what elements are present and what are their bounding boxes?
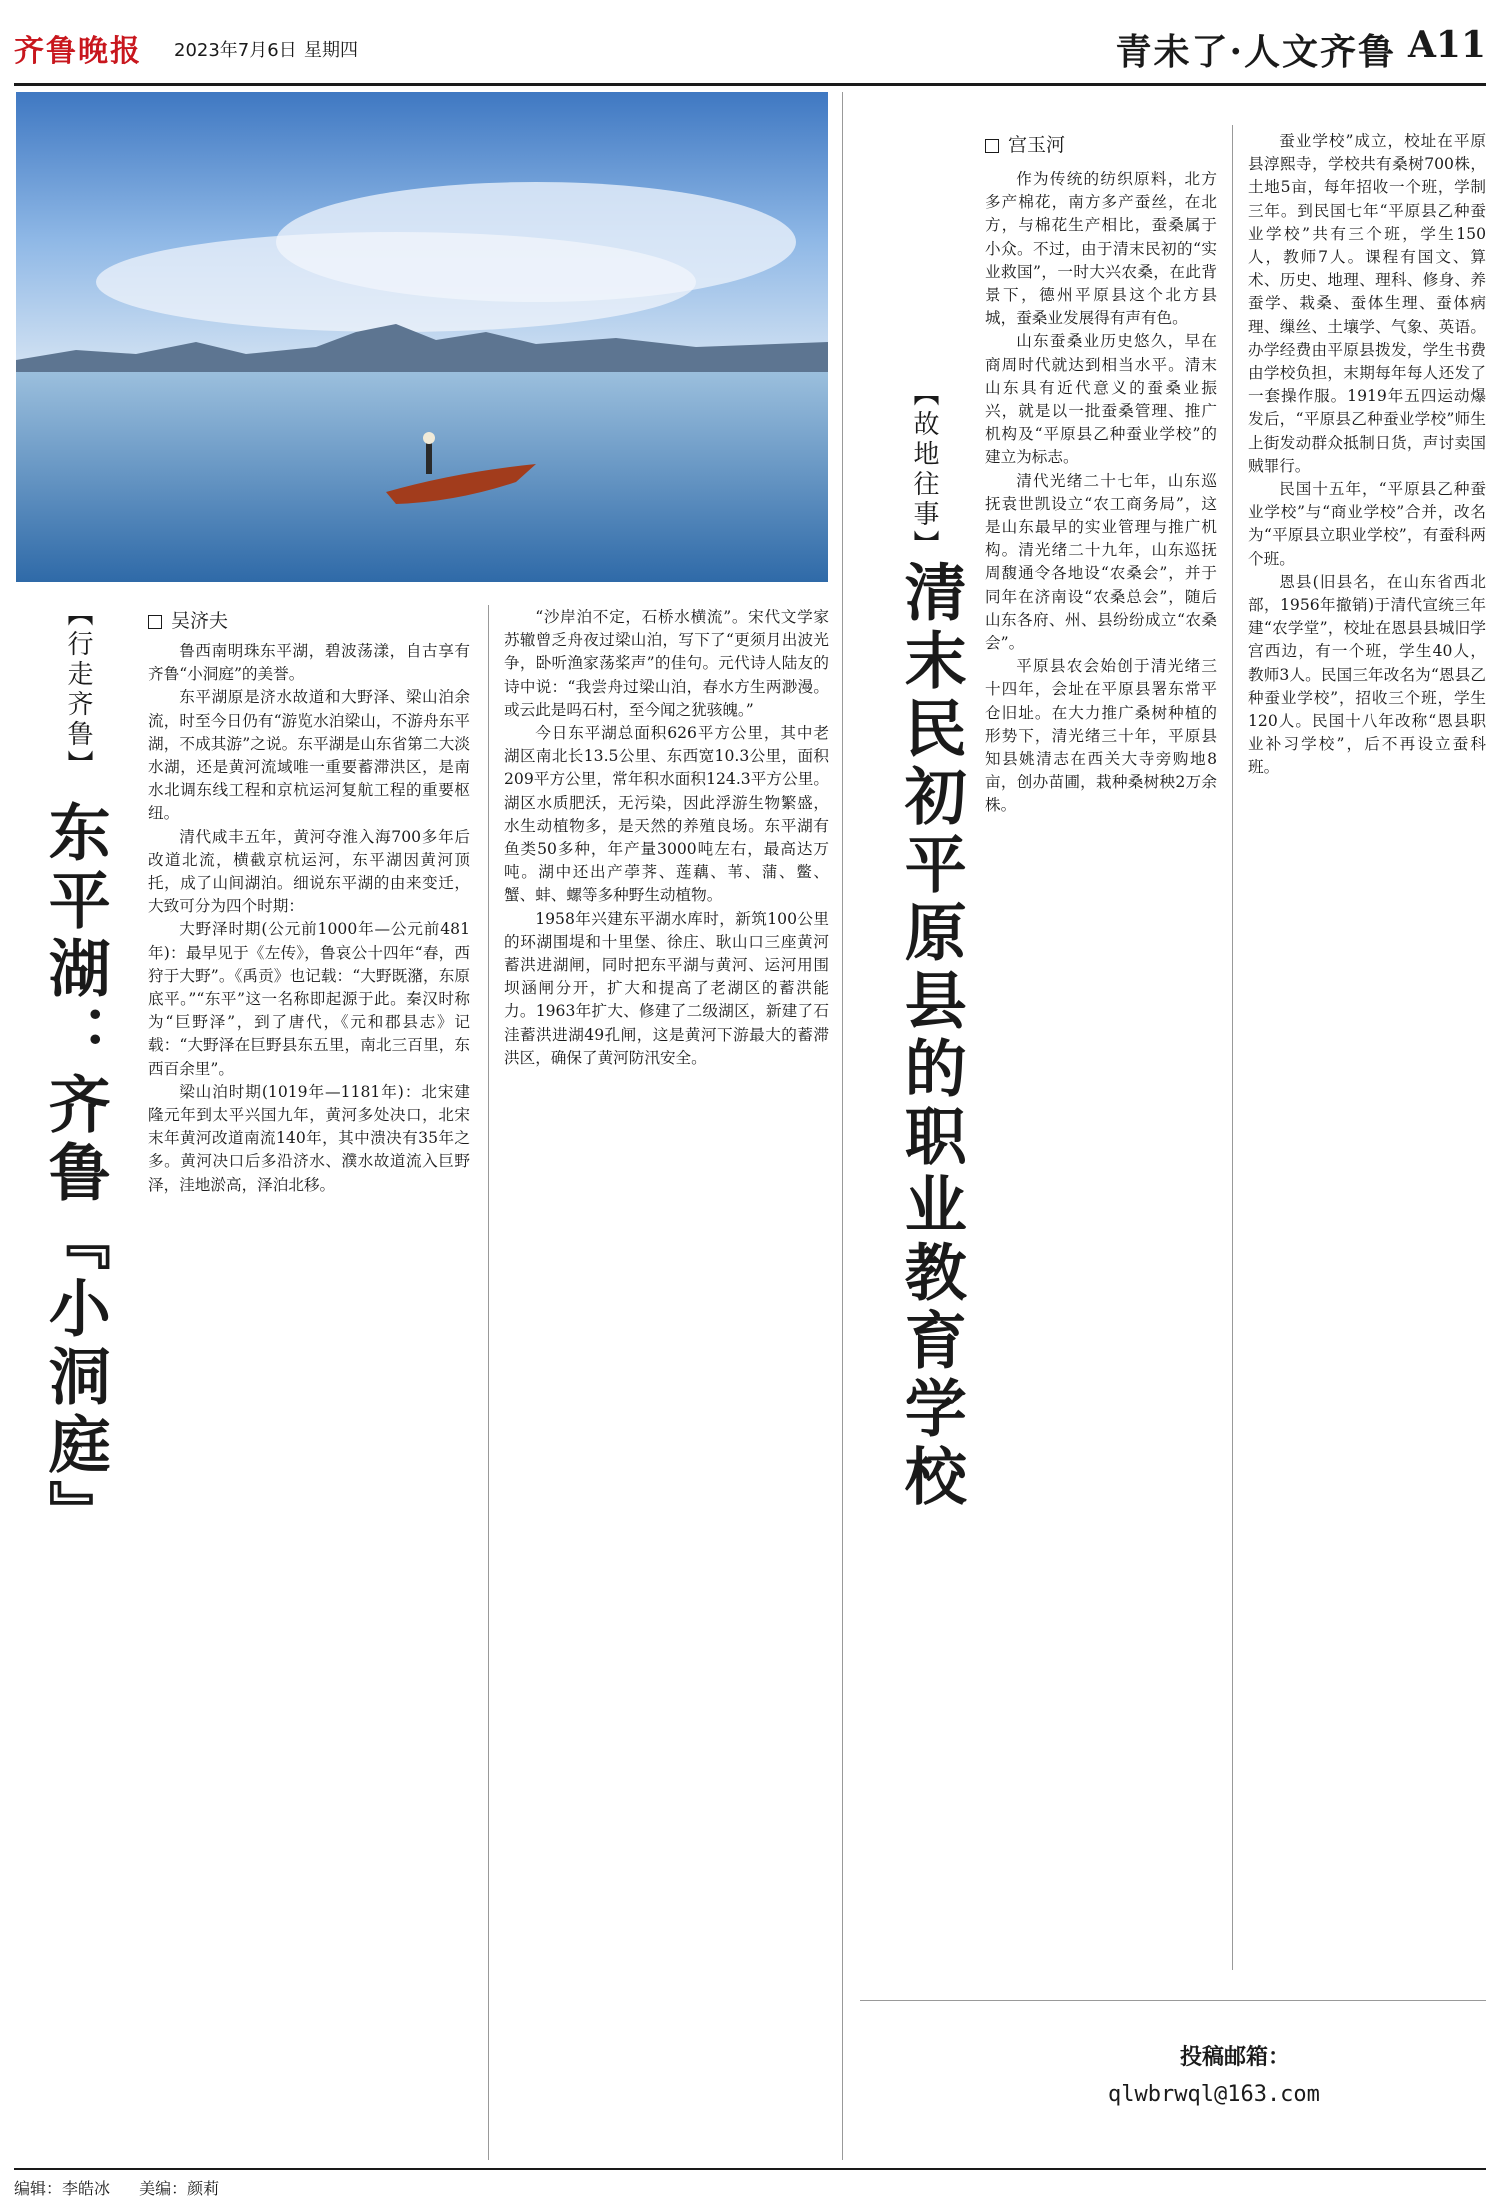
article1-c1-p4: 大野泽时期(公元前1000年—公元前481年)：最早见于《左传》，鲁哀公十四年“春，西狩于大野”。《禹贡》也记载：“大野既潴，东原底平。”“东平”这一名称即起源于此。秦汉时称为“巨野泽”，到了唐代，《元和郡县志》记载：“大野泽在巨野县东五里，南北三百里，东西百余里”。 xyxy=(148,920,470,1078)
article1-author: 吴济夫 xyxy=(148,606,228,633)
article2-c2-p2: 民国十五年，“平原县乙种蚕业学校”与“商业学校”合并，改名为“平原县立职业学校”，有蚕科两个班。 xyxy=(1248,480,1486,568)
column-tag-gudi: 【故地往事】 xyxy=(909,380,939,560)
article2-c1-p2: 山东蚕桑业历史悠久，早在商周时代就达到相当水平。清末山东具有近代意义的蚕桑业振兴，就是以一批蚕桑管理、推广机构及“平原县乙种蚕业学校”的建立为标志。 xyxy=(985,332,1217,467)
submission-email-label: 投稿邮箱： xyxy=(1180,2044,1291,2070)
article2-c2-p3: 恩县(旧县名，在山东省西北部，1956年撤销)于清代宣统三年建“农学堂”，校址在恩县县城旧学宫西边，有一个班，学生40人，教师3人。民国三年改名为“恩县乙种蚕业学校”，招收三个班，学生120人。民国十八年改称“恩县职业补习学校”，后不再设立蚕科班。 xyxy=(1248,572,1486,777)
page-number: A11 xyxy=(1407,24,1486,66)
article1-c1-p1: 鲁西南明珠东平湖，碧波荡漾，自古享有齐鲁“小洞庭”的美誉。 xyxy=(148,642,470,684)
article1-column-2 xyxy=(504,606,829,2160)
article2-c1-p1: 作为传统的纺织原料，北方多产棉花，南方多产蚕丝，在北方，与棉花生产相比，蚕桑属于小众。不过，由于清末民初的“实业救国”，一时大兴农桑，在此背景下，德州平原县这个北方县城，蚕桑业发展得有声有色。 xyxy=(985,170,1217,328)
article2-c1-p3: 清代光绪二十七年，山东巡抚袁世凯设立“农工商务局”，这是山东最早的实业管理与推广机构。清光绪二十九年，山东巡抚周馥通令各地设“农桑会”，并于同年在济南设“农桑总会”，随后山东各府、州、县纷纷成立“农桑会”。 xyxy=(985,471,1217,653)
article2-author: 宫玉河 xyxy=(985,130,1065,157)
page-footer xyxy=(14,2168,1486,2199)
article1-title: 东平湖：齐鲁『小洞庭』 xyxy=(38,800,112,1548)
submission-email[interactable]: qlwbrwql@163.com xyxy=(1108,2082,1320,2107)
article1-c2-p2: 今日东平湖总面积626平方公里，其中老湖区南北长13.5公里、东西宽10.3公里，面积209平方公里，常年积水面积124.3平方公里。湖区水质肥沃，无污染，因此浮游生物繁盛，水生动植物多，是天然的养殖良场。东平湖有鱼类50多种，年产量3000吨左右，最高达万吨。湖中还出产荸荠、莲藕、苇、蒲、鳖、蟹、蚌、螺等多种野生动植物。 xyxy=(504,724,829,905)
column-tag-xingzou: 【行走齐鲁】 xyxy=(63,600,93,780)
article1-c1-p3: 清代咸丰五年，黄河夺淮入海700多年后改道北流，横截京杭运河，东平湖因黄河顶托，成了山间湖泊。细说东平湖的由来变迁，大致可分为四个时期： xyxy=(148,827,470,916)
lake-photo xyxy=(16,92,828,582)
article1-c2-p3: 1958年兴建东平湖水库时，新筑100公里的环湖围堤和十里堡、徐庄、耿山口三座黄河蓄洪进湖闸，同时把东平湖与黄河、运河用围坝涵闸分开，扩大和提高了老湖区的蓄洪能力。1963年扩大、修建了二级湖区，新建了石洼蓄洪进湖49孔闸，这是黄河下游最大的蓄滞洪区，确保了黄河防汛安全。 xyxy=(504,909,829,1067)
issue-weekday: 星期四 xyxy=(304,40,358,61)
article2-column-2 xyxy=(1248,130,1486,1966)
newspaper-logo: 齐鲁晚报 xyxy=(14,34,142,69)
article2-c2-p1: 蚕业学校”成立，校址在平原县淳熙寺，学校共有桑树700株，土地5亩，每年招收一个班，学制三年。到民国七年“平原县乙种蚕业学校”共有三个班，学生150人，教师7人。课程有国文、算术、历史、地理、理科、修身、养蚕学、栽桑、蚕体生理、蚕体病理、缫丝、土壤学、气象、英语。办学经费由平原县拨发，学生书费由学校负担，末期每年每人还发了一套操作服。1919年五四运动爆发后，“平原县乙种蚕业学校”师生上街发动群众抵制日货，声讨卖国贼罪行。 xyxy=(1248,132,1486,475)
article1-c1-p5: 梁山泊时期(1019年—1181年)：北宋建隆元年到太平兴国九年，黄河多处决口，北宋末年黄河改道南流140年，其中溃决有35年之多。黄河决口后多沿济水、濮水故道流入巨野泽，洼地淤高，泽泊北移。 xyxy=(148,1082,470,1194)
issue-date: 2023年7月6日 xyxy=(174,40,297,61)
article2-title: 清末民初平原县的职业教育学校 xyxy=(894,560,968,1512)
article1-column-1 xyxy=(148,640,470,2160)
article2-column-1 xyxy=(985,168,1217,1968)
article2-c1-p4: 平原县农会始创于清光绪三十四年，会址在平原县署东常平仓旧址。在大力推广桑树种植的形势下，清光绪三十年，平原县知县姚清志在西关大寺旁购地8亩，创办苗圃，栽种桑树秧2万余株。 xyxy=(985,657,1217,815)
editor-credit: 编辑：李皓冰 xyxy=(14,2179,111,2198)
article1-c2-p1: “沙岸泊不定，石桥水横流”。宋代文学家苏辙曾乏舟夜过梁山泊，写下了“更须月出波光争，卧听渔家荡桨声”的佳句。元代诗人陆友的诗中说：“我尝舟过梁山泊，春水方生两渺漫。或云此是吗石村，至今闻之犹骇魄。” xyxy=(504,608,829,719)
section-name: 青未了·人文齐鲁 xyxy=(1115,31,1396,73)
article1-c1-p2: 东平湖原是济水故道和大野泽、梁山泊余流，时至今日仍有“游览水泊梁山，不游舟东平湖，不成其游”之说。东平湖是山东省第二大淡水湖，还是黄河流域唯一重要蓄滞洪区，是南水北调东线工程和京杭运河复航工程的重要枢纽。 xyxy=(148,688,470,823)
masthead xyxy=(14,14,1486,86)
designer-credit: 美编：颜莉 xyxy=(139,2179,220,2198)
